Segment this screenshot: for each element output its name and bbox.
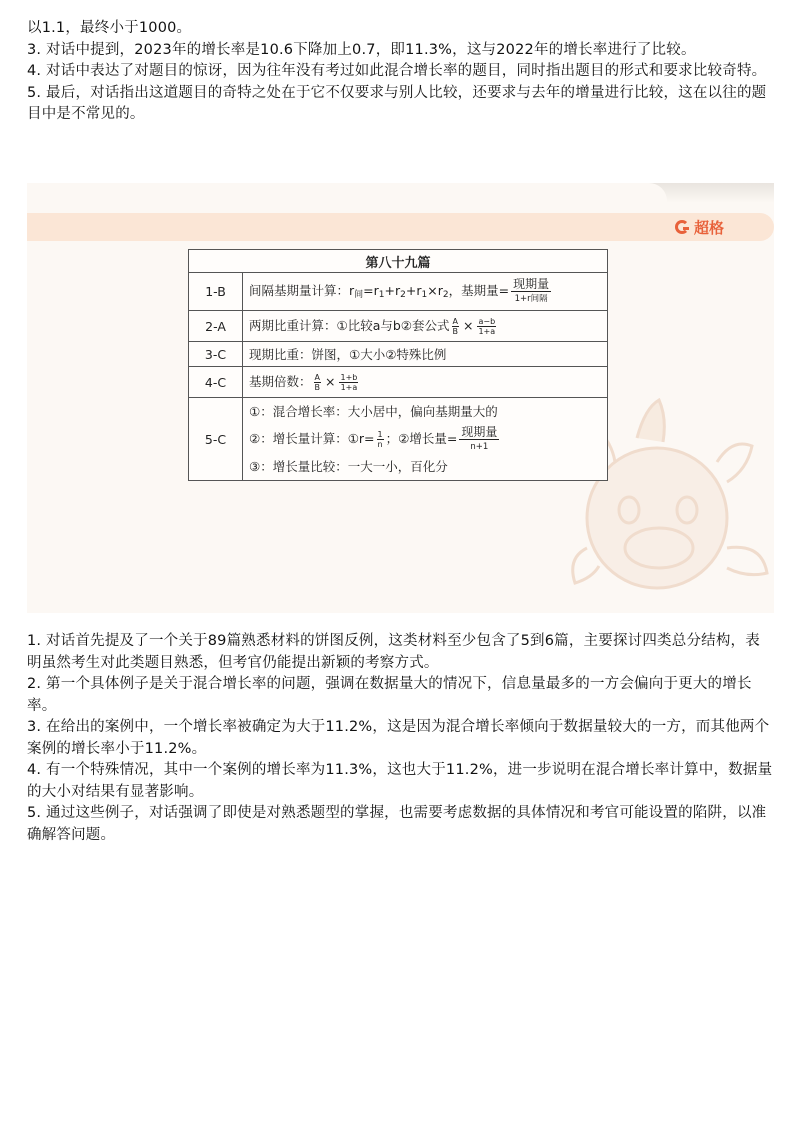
fraction [314, 373, 321, 392]
brand-bar [27, 213, 774, 241]
formula-subscript: 2 [442, 290, 449, 300]
top-text-block [27, 18, 773, 126]
explanation-text: 两期比重计算：①比较a与b②套公式 [249, 318, 450, 333]
explanation-cell: 现期比重：饼图，①大小②特殊比例 [243, 342, 608, 367]
table-title: 第八十九篇 [189, 250, 608, 273]
operator: × [463, 318, 474, 333]
fraction [477, 317, 496, 336]
bottom-text-block [27, 631, 773, 846]
explanation-cell [243, 311, 608, 342]
explanation-line: ①：混合增长率：大小居中，偏向基期量大的 [249, 403, 498, 419]
table-row [189, 367, 608, 398]
explanation-line: ③：增长量比较：一大一小，百化分 [249, 458, 448, 474]
brand-logo [675, 216, 724, 238]
fraction-denominator: B [314, 383, 320, 392]
explanation-cell [243, 273, 608, 311]
fraction [452, 317, 459, 336]
answer-cell: 4-C [189, 367, 243, 398]
fraction-numerator: A [314, 373, 320, 382]
explanation-cell [243, 398, 608, 481]
fraction [459, 425, 499, 454]
fraction-denominator: 1+r间隔 [514, 294, 548, 304]
top-line: 5. 最后，对话指出这道题目的奇特之处在于它不仅要求与别人比较，还要求与去年的增量进行比较，这在以往的题目中是不常见的。 [27, 84, 767, 122]
answer-cell: 2-A [189, 311, 243, 342]
formula-subscript: 1 [378, 290, 385, 300]
formula-text: +r [384, 283, 401, 298]
fraction [377, 430, 384, 449]
top-line: 以1.1，最终小于1000。 [27, 20, 192, 36]
fraction-numerator: a−b [478, 317, 496, 326]
fraction-denominator: B [452, 327, 458, 336]
answer-cell: 1-B [189, 273, 243, 311]
explanation-cell [243, 367, 608, 398]
table-row [189, 398, 608, 481]
fraction-denominator: n+1 [470, 441, 489, 452]
embedded-note-image [27, 183, 774, 613]
formula-text: ②：增长量计算：①r= [249, 430, 375, 446]
brand-logo-icon [675, 220, 689, 234]
bottom-line: 3. 在给出的案例中，一个增长率被确定为大于11.2%，这是因为混合增长率倾向于数据量较大的一方，而其他两个案例的增长率小于11.2%。 [27, 719, 770, 757]
formula-text: ；②增长量= [385, 430, 458, 446]
answer-summary-table [188, 249, 608, 481]
formula-text: ，基期量= [448, 283, 510, 298]
fraction-numerator: 1+b [340, 373, 358, 382]
table-row [189, 311, 608, 342]
image-top-shade [27, 183, 774, 203]
top-line: 3. 对话中提到，2023年的增长率是10.6下降加上0.7，即11.3%，这与2022年的增长率进行了比较。 [27, 41, 696, 58]
fraction-denominator: 1+a [478, 327, 496, 336]
explanation-line [249, 425, 601, 454]
operator: × [325, 374, 336, 389]
fraction-numerator: 现期量 [461, 424, 498, 439]
fraction-denominator: 1+a [340, 383, 358, 392]
bottom-line: 4. 有一个特殊情况，其中一个案例的增长率为11.3%，这也大于11.2%，进一步说明在混合增长率计算中，数据量的大小对结果有显著影响。 [27, 762, 773, 800]
fraction [339, 373, 358, 392]
formula-text: =r [363, 283, 379, 298]
answer-cell: 5-C [189, 398, 243, 481]
formula-subscript: 2 [400, 290, 406, 300]
table-row [189, 342, 608, 367]
formula-subscript: 间 [354, 290, 364, 300]
bottom-line: 2. 第一个具体例子是关于混合增长率的问题，强调在数据量大的情况下，信息量最多的一方会偏向于更大的增长率。 [27, 676, 752, 714]
formula-subscript: 1 [421, 290, 428, 300]
answer-cell: 3-C [189, 342, 243, 367]
formula-text: +r [405, 283, 422, 298]
explanation-text: 基期倍数： [249, 374, 312, 389]
bottom-line: 1. 对话首先提及了一个关于89篇熟悉材料的饼图反例，这类材料至少包含了5到6篇，主要探讨四类总分结构，表明虽然考生对此类题目熟悉，但考官仍能提出新颖的考察方式。 [27, 633, 760, 671]
table-row [189, 273, 608, 311]
fraction-numerator: A [452, 317, 458, 326]
top-line: 4. 对话中表达了对题目的惊讶，因为往年没有考过如此混合增长率的题目，同时指出题目的形式和要求比较奇特。 [27, 63, 767, 79]
bottom-line: 5. 通过这些例子，对话强调了即使是对熟悉题型的掌握，也需要考虑数据的具体情况和考官可能设置的陷阱，以准确解答问题。 [27, 805, 767, 843]
fraction-numerator: 现期量 [513, 277, 550, 291]
formula-text: 间隔基期量计算：r [249, 283, 355, 298]
fraction [511, 277, 551, 306]
brand-name: 超格 [693, 218, 724, 237]
fraction-numerator: 1 [377, 429, 383, 439]
formula-text: ×r [427, 283, 443, 298]
fraction-denominator: n [377, 439, 383, 449]
